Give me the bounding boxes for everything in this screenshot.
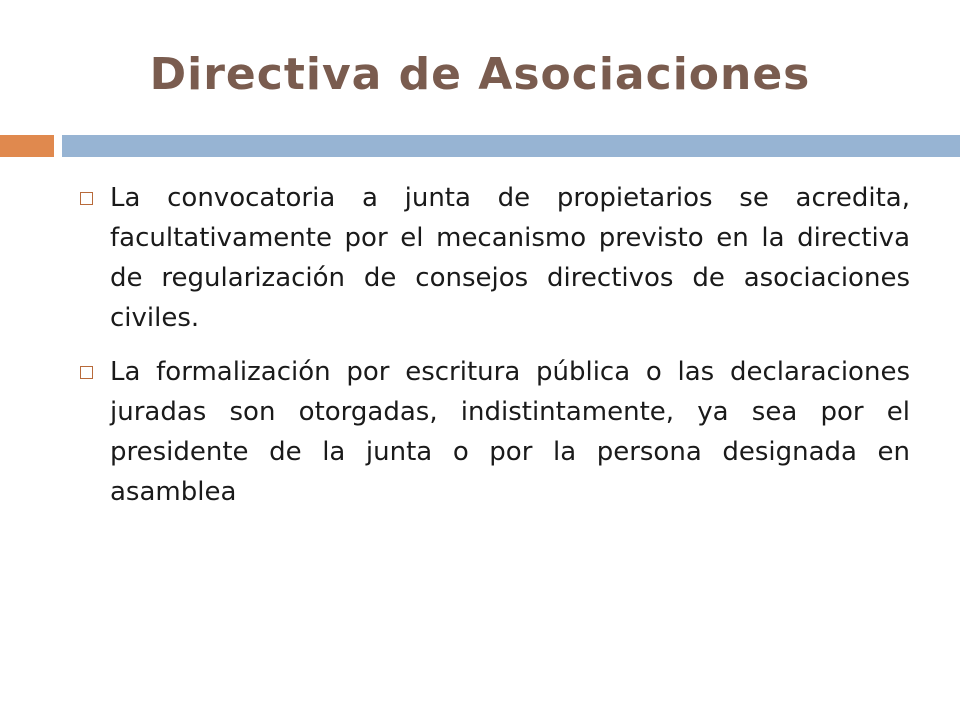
hollow-square-bullet-icon bbox=[80, 192, 93, 205]
title-accent-bar bbox=[0, 135, 54, 157]
slide-title: Directiva de Asociaciones bbox=[149, 49, 811, 100]
bullet-item bbox=[78, 178, 910, 338]
bullet-item bbox=[78, 352, 910, 512]
title-rule-bar bbox=[62, 135, 960, 157]
hollow-square-bullet-icon bbox=[80, 366, 93, 379]
bullet-text: La convocatoria a junta de propietarios se acredita, facultativamente por el mecanismo previsto en la directiva de regularización de consejos directivos de asociaciones civiles. bbox=[110, 183, 910, 333]
bullet-text: La formalización por escritura pública o las declaraciones juradas son otorgadas, indistintamente, ya sea por el presidente de la junta o por la persona designada en asamblea bbox=[110, 357, 910, 507]
bullet-list bbox=[78, 178, 910, 526]
